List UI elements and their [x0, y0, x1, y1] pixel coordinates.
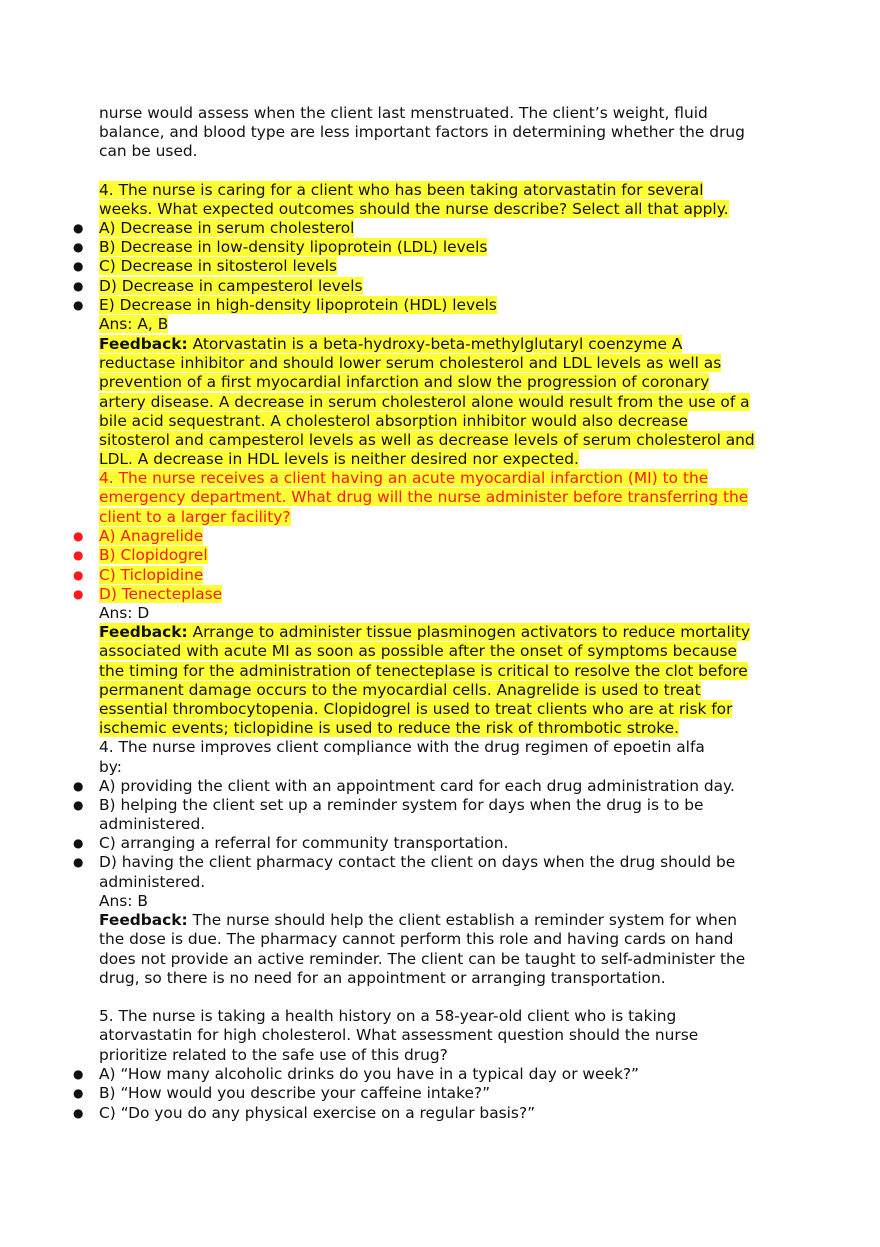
q3-answer: Ans: B: [99, 892, 148, 910]
q1-option-a: A) Decrease in serum cholesterol: [99, 219, 355, 237]
bullet-icon: ●: [73, 1106, 84, 1120]
q1-option-d: D) Decrease in campesterol levels: [99, 277, 363, 295]
q2-feedback-label: Feedback:: [99, 623, 188, 641]
bullet-icon: ●: [73, 798, 84, 812]
q3-option-d: D) having the client pharmacy contact the client on days when the drug should be: [99, 853, 736, 871]
q2-answer: Ans: D: [99, 604, 150, 622]
q2-option-d: D) Tenecteplase: [99, 585, 223, 603]
bullet-icon: ●: [73, 1067, 84, 1081]
bullet-icon: ●: [73, 529, 84, 543]
q1-question-line: weeks. What expected outcomes should the nurse describe? Select all that apply.: [99, 200, 729, 218]
q2-question-line: emergency department. What drug will the nurse administer before transferring the: [99, 488, 749, 506]
q3-feedback-line: drug, so there is no need for an appointment or arranging transportation.: [99, 969, 666, 987]
intro-line: can be used.: [99, 142, 198, 160]
q1-option-c: C) Decrease in sitosterol levels: [99, 257, 338, 275]
q2-feedback-line: Arrange to administer tissue plasminogen activators to reduce mortality: [187, 623, 751, 641]
bullet-icon: ●: [73, 1086, 84, 1100]
q2-option-c: C) Ticlopidine: [99, 566, 204, 584]
bullet-icon: ●: [73, 568, 84, 582]
q2-feedback-line: permanent damage occurs to the myocardial cells. Anagrelide is used to treat: [99, 681, 701, 699]
q2-feedback-line: ischemic events; ticlopidine is used to reduce the risk of thrombotic stroke.: [99, 719, 679, 737]
q3-feedback-line: does not provide an active reminder. The client can be taught to self-administer the: [99, 950, 746, 968]
q2-question-line: 4. The nurse receives a client having an acute myocardial infarction (MI) to the: [99, 469, 709, 487]
intro-line: balance, and blood type are less important factors in determining whether the drug: [99, 123, 745, 141]
q3-option-b-cont: administered.: [99, 815, 206, 833]
q3-feedback-label: Feedback:: [99, 911, 188, 929]
q2-option-a: A) Anagrelide: [99, 527, 204, 545]
q1-feedback-line: LDL. A decrease in HDL levels is neither desired nor expected.: [99, 450, 579, 468]
q3-option-d-cont: administered.: [99, 873, 206, 891]
bullet-icon: ●: [73, 259, 84, 273]
q2-question-line: client to a larger facility?: [99, 508, 291, 526]
q3-feedback-line: the dose is due. The pharmacy cannot perform this role and having cards on hand: [99, 930, 734, 948]
bullet-icon: ●: [73, 279, 84, 293]
q3-option-b: B) helping the client set up a reminder system for days when the drug is to be: [99, 796, 704, 814]
bullet-icon: ●: [73, 240, 84, 254]
q3-option-c: C) arranging a referral for community transportation.: [99, 834, 509, 852]
q3-question-line: by:: [99, 758, 122, 776]
intro-line: nurse would assess when the client last menstruated. The client’s weight, fluid: [99, 104, 708, 122]
q1-feedback-line: artery disease. A decrease in serum cholesterol alone would result from the use of a: [99, 393, 750, 411]
q1-feedback-line: reductase inhibitor and should lower serum cholesterol and LDL levels as well as: [99, 354, 722, 372]
q2-feedback-line: associated with acute MI as soon as possible after the onset of symptoms because: [99, 642, 737, 660]
q1-feedback-line: prevention of a first myocardial infarction and slow the progression of coronary: [99, 373, 710, 391]
bullet-icon: ●: [73, 298, 84, 312]
q3-feedback-line: The nurse should help the client establish a reminder system for when: [187, 911, 738, 929]
q4-option-b: B) “How would you describe your caffeine intake?”: [99, 1084, 491, 1102]
q2-option-b: B) Clopidogrel: [99, 546, 208, 564]
q1-question-line: 4. The nurse is caring for a client who has been taking atorvastatin for several: [99, 181, 704, 199]
bullet-icon: ●: [73, 221, 84, 235]
q4-option-a: A) “How many alcoholic drinks do you have in a typical day or week?”: [99, 1065, 640, 1083]
bullet-icon: ●: [73, 836, 84, 850]
q1-option-e: E) Decrease in high-density lipoprotein (HDL) levels: [99, 296, 497, 314]
q3-option-a: A) providing the client with an appointment card for each drug administration day.: [99, 777, 735, 795]
q1-feedback-line: bile acid sequestrant. A cholesterol absorption inhibitor would also decrease: [99, 412, 688, 430]
q2-feedback-line: essential thrombocytopenia. Clopidogrel is used to treat clients who are at risk for: [99, 700, 733, 718]
q1-option-b: B) Decrease in low-density lipoprotein (LDL) levels: [99, 238, 488, 256]
bullet-icon: ●: [73, 779, 84, 793]
q4-question-line: prioritize related to the safe use of this drug?: [99, 1046, 448, 1064]
q2-feedback-line: the timing for the administration of tenecteplase is critical to resolve the clot before: [99, 662, 748, 680]
q1-feedback-line: Atorvastatin is a beta-hydroxy-beta-methylglutaryl coenzyme A: [187, 335, 683, 353]
bullet-icon: ●: [73, 587, 84, 601]
q3-question-line: 4. The nurse improves client compliance with the drug regimen of epoetin alfa: [99, 738, 705, 756]
q1-feedback-label: Feedback:: [99, 335, 188, 353]
q1-answer: Ans: A, B: [99, 315, 169, 333]
q4-option-c: C) “Do you do any physical exercise on a regular basis?”: [99, 1104, 536, 1122]
bullet-icon: ●: [73, 548, 84, 562]
q4-question-line: 5. The nurse is taking a health history on a 58-year-old client who is taking: [99, 1007, 677, 1025]
q4-question-line: atorvastatin for high cholesterol. What assessment question should the nurse: [99, 1026, 699, 1044]
bullet-icon: ●: [73, 855, 84, 869]
q1-feedback-line: sitosterol and campesterol levels as well as decrease levels of serum cholesterol and: [99, 431, 755, 449]
